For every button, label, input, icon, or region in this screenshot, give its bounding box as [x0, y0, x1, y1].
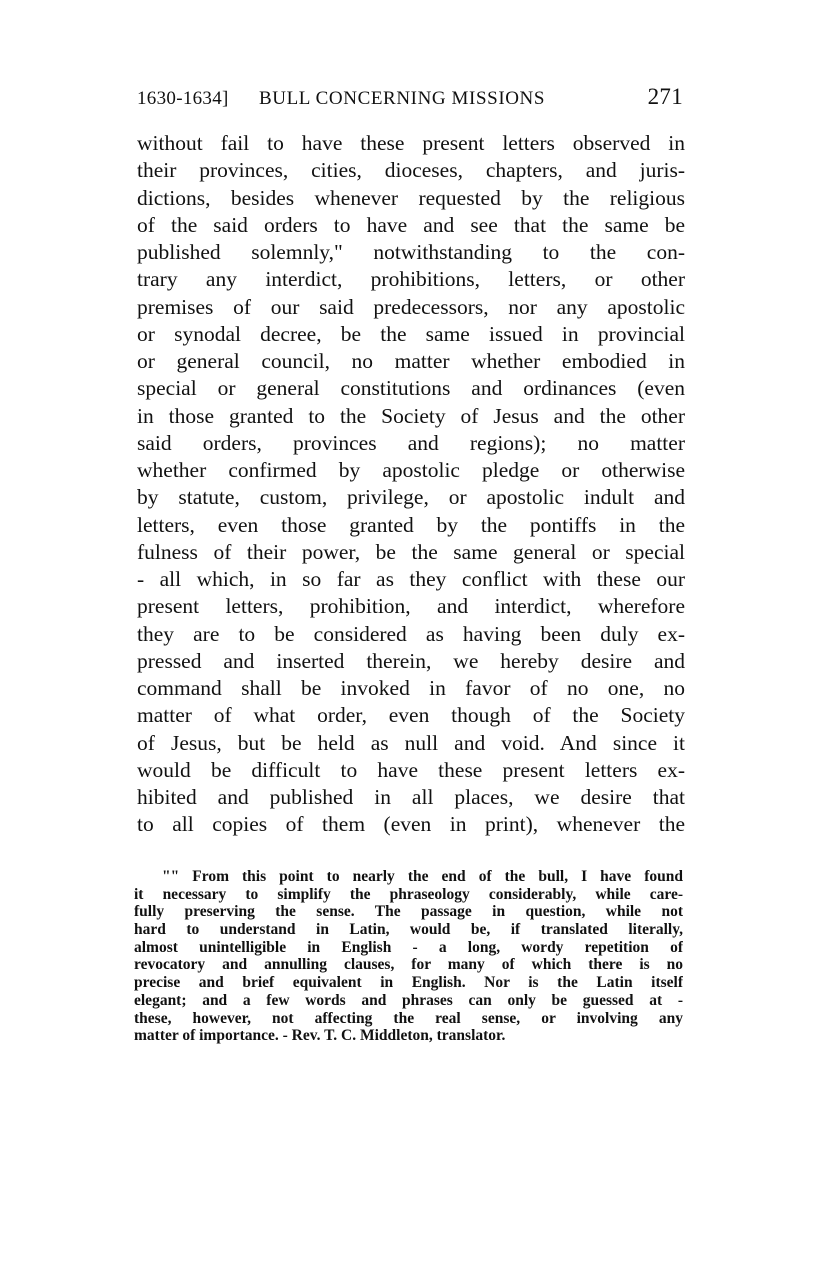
- footnote-line: revocatory and annulling clauses, for many of which there is no: [134, 956, 683, 974]
- body-line: published solemnly," notwithstanding to the con-: [137, 240, 685, 264]
- footnote-line: "" From this point to nearly the end of the bull, I have found: [162, 868, 683, 885]
- footnote-line: it necessary to simplify the phraseology considerably, while care-: [134, 885, 683, 903]
- footnote-line: fully preserving the sense. The passage in question, while not: [134, 903, 683, 921]
- body-line: pressed and inserted therein, we hereby desire and: [137, 648, 685, 673]
- running-head-date-range: 1630-1634]: [137, 88, 229, 109]
- body-line: present letters, prohibition, and interdict, wherefore: [137, 594, 685, 619]
- body-line: special or general constitutions and ordinances (even: [137, 376, 685, 401]
- footnote-line: these, however, not affecting the real sense, or involving any: [134, 1009, 683, 1027]
- body-line: trary any interdict, prohibitions, letters, or other: [137, 267, 685, 292]
- body-line: of the said orders to have and see that the same be: [137, 212, 685, 237]
- footnote-line: elegant; and a few words and phrases can only be guessed at -: [134, 991, 683, 1009]
- body-line: whether confirmed by apostolic pledge or otherwise: [137, 458, 685, 482]
- body-line: said orders, provinces and regions); no matter: [137, 430, 685, 455]
- body-line: without fail to have these present letters observed in: [137, 131, 685, 155]
- footnote: [134, 868, 683, 1045]
- footnote-line: matter of importance. - Rev. T. C. Middleton, translator.: [134, 1027, 506, 1045]
- footnote-line: almost unintelligible in English - a long, wordy repetition of: [134, 938, 683, 956]
- body-text: [137, 130, 685, 839]
- body-line: to all copies of them (even in print), whenever the: [137, 812, 685, 837]
- running-head: [137, 86, 683, 112]
- body-line: premises of our said predecessors, nor any apostolic: [137, 294, 685, 319]
- body-line: their provinces, cities, dioceses, chapters, and juris-: [137, 158, 685, 183]
- running-head-title: BULL CONCERNING MISSIONS: [259, 88, 546, 109]
- footnote-line: precise and brief equivalent in English. Nor is the Latin itself: [134, 974, 683, 992]
- body-line: command shall be invoked in favor of no one, no: [137, 676, 685, 700]
- body-line: matter of what order, even though of the Society: [137, 703, 685, 728]
- body-line: dictions, besides whenever requested by the religious: [137, 185, 685, 210]
- body-line: or general council, no matter whether embodied in: [137, 349, 685, 373]
- body-line: letters, even those granted by the pontiffs in the: [137, 512, 685, 537]
- body-line: or synodal decree, be the same issued in provincial: [137, 321, 685, 346]
- page-number: 271: [647, 84, 683, 109]
- body-line: by statute, custom, privilege, or apostolic indult and: [137, 485, 685, 510]
- footnote-line: hard to understand in Latin, would be, if translated literally,: [134, 921, 683, 939]
- body-line: fulness of their power, be the same general or special: [137, 539, 685, 564]
- body-line: hibited and published in all places, we desire that: [137, 785, 685, 809]
- body-line: of Jesus, but be held as null and void. And since it: [137, 730, 685, 755]
- body-line: - all which, in so far as they conflict with these our: [137, 567, 685, 591]
- body-line: in those granted to the Society of Jesus and the other: [137, 403, 685, 428]
- body-line: would be difficult to have these present letters ex-: [137, 757, 685, 782]
- body-line: they are to be considered as having been duly ex-: [137, 621, 685, 646]
